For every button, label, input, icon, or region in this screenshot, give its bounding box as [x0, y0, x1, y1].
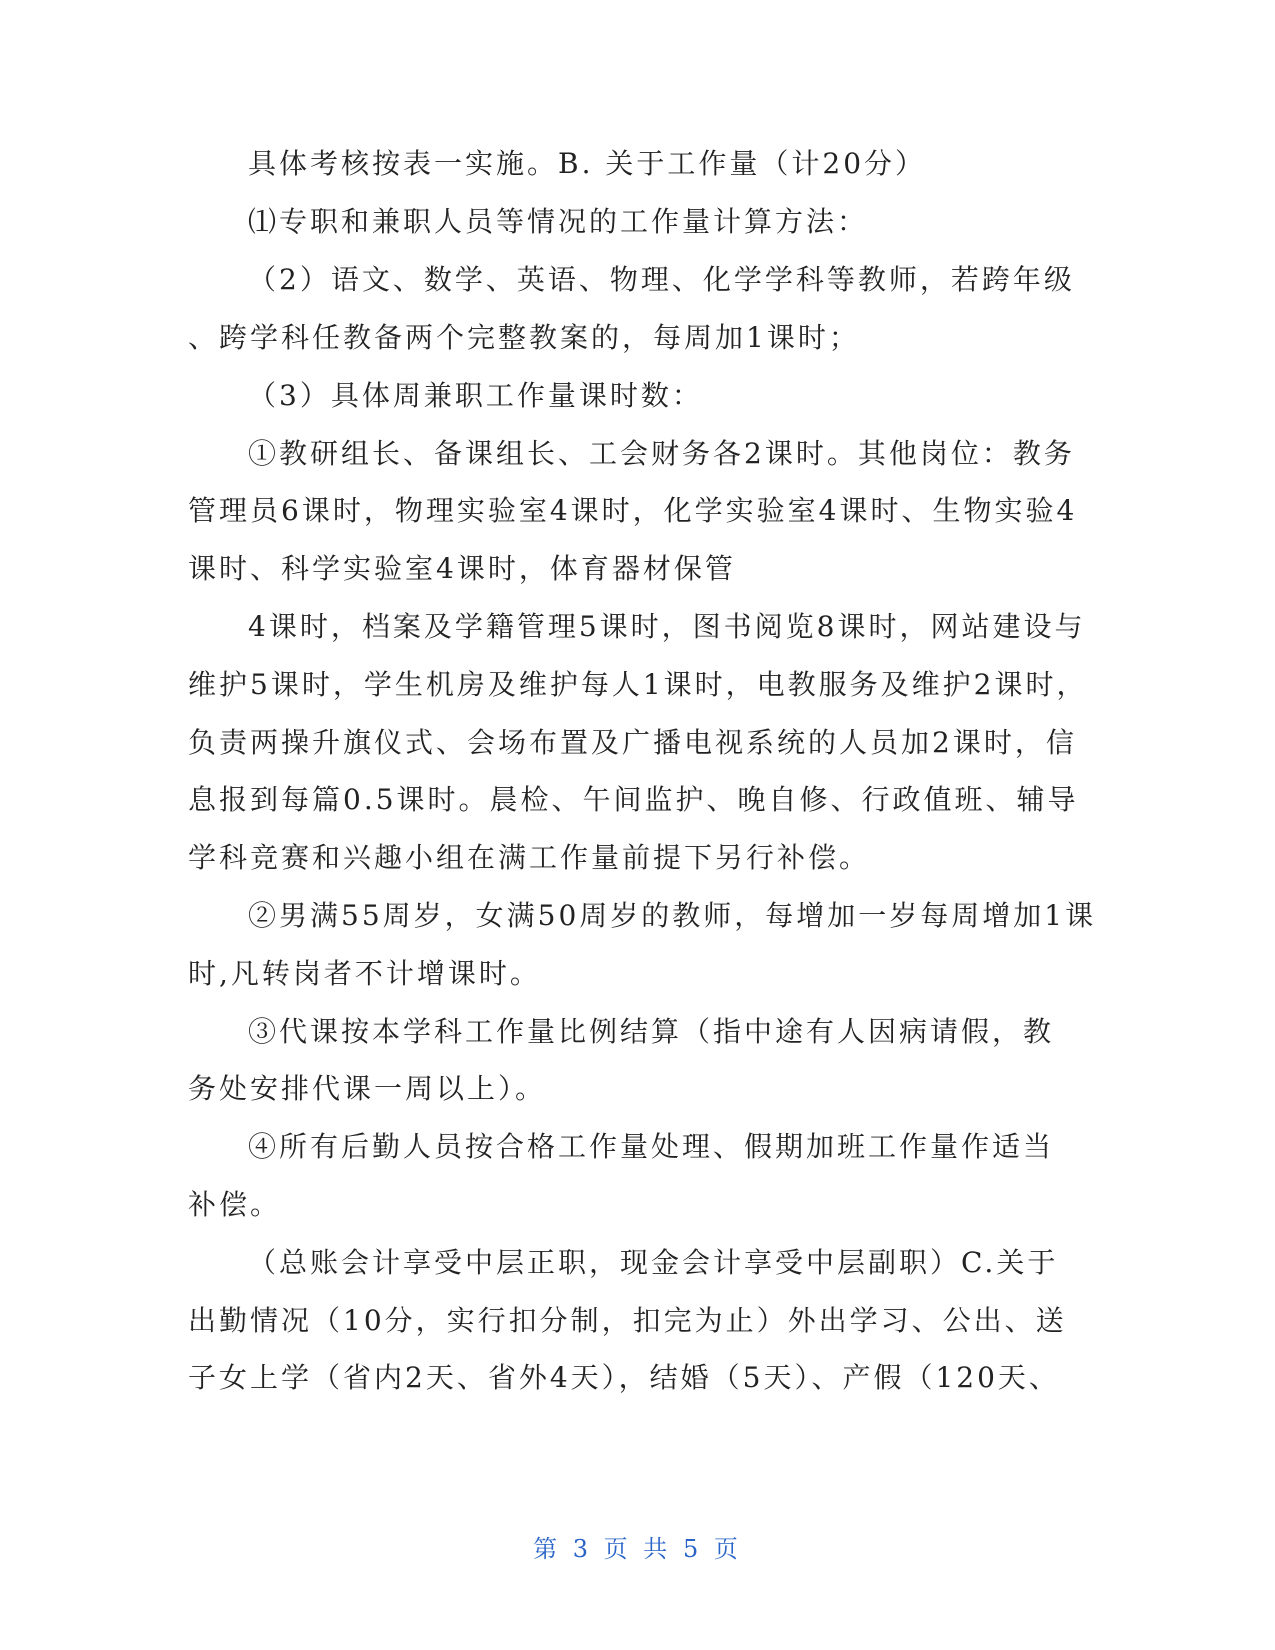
paragraph-line: ⑴专职和兼职人员等情况的工作量计算方法： — [248, 205, 869, 238]
paragraph-line: 息报到每篇0.5课时。晨检、午间监护、晚自修、行政值班、辅导 — [188, 783, 1079, 816]
paragraph-line: （2）语文、数学、英语、物理、化学学科等教师，若跨年级 — [248, 263, 1075, 296]
paragraph-line: 管理员6课时，物理实验室4课时，化学实验室4课时、生物实验4 — [188, 494, 1078, 527]
page-number-footer: 第 3 页 共 5 页 — [533, 1535, 742, 1563]
paragraph-line: ①教研组长、备课组长、工会财务各2课时。其他岗位：教务 — [248, 437, 1075, 470]
paragraph-line: 负责两操升旗仪式、会场布置及广播电视系统的人员加2课时，信 — [188, 726, 1077, 759]
paragraph-line: 4课时，档案及学籍管理5课时，图书阅览8课时，网站建设与 — [248, 610, 1086, 643]
paragraph-line: 课时、科学实验室4课时，体育器材保管 — [188, 552, 736, 585]
paragraph-line: 出勤情况（10分，实行扣分制，扣完为止）外出学习、公出、送 — [188, 1304, 1067, 1337]
paragraph-line: 学科竞赛和兴趣小组在满工作量前提下另行补偿。 — [188, 841, 871, 874]
paragraph-line: （总账会计享受中层正职，现金会计享受中层副职）C.关于 — [248, 1246, 1059, 1279]
paragraph-line: 务处安排代课一周以上）。 — [188, 1072, 547, 1105]
paragraph-line: 子女上学（省内2天、省外4天），结婚（5天）、产假（120天、 — [188, 1361, 1060, 1394]
paragraph-line: ③代课按本学科工作量比例结算（指中途有人因病请假，教 — [248, 1015, 1055, 1048]
paragraph-line: 、跨学科任教备两个完整教案的，每周加1课时； — [188, 321, 860, 354]
paragraph-line: 时,凡转岗者不计增课时。 — [188, 957, 541, 990]
paragraph-line: 具体考核按表一实施。B. 关于工作量（计20分） — [248, 147, 927, 180]
paragraph-line: 维护5课时，学生机房及维护每人1课时，电教服务及维护2课时， — [188, 668, 1088, 701]
paragraph-line: （3）具体周兼职工作量课时数： — [248, 379, 703, 412]
paragraph-line: ④所有后勤人员按合格工作量处理、假期加班工作量作适当 — [248, 1130, 1055, 1163]
paragraph-line: 补偿。 — [188, 1188, 282, 1221]
paragraph-line: ②男满55周岁，女满50周岁的教师，每增加一岁每周增加1课 — [248, 899, 1097, 932]
